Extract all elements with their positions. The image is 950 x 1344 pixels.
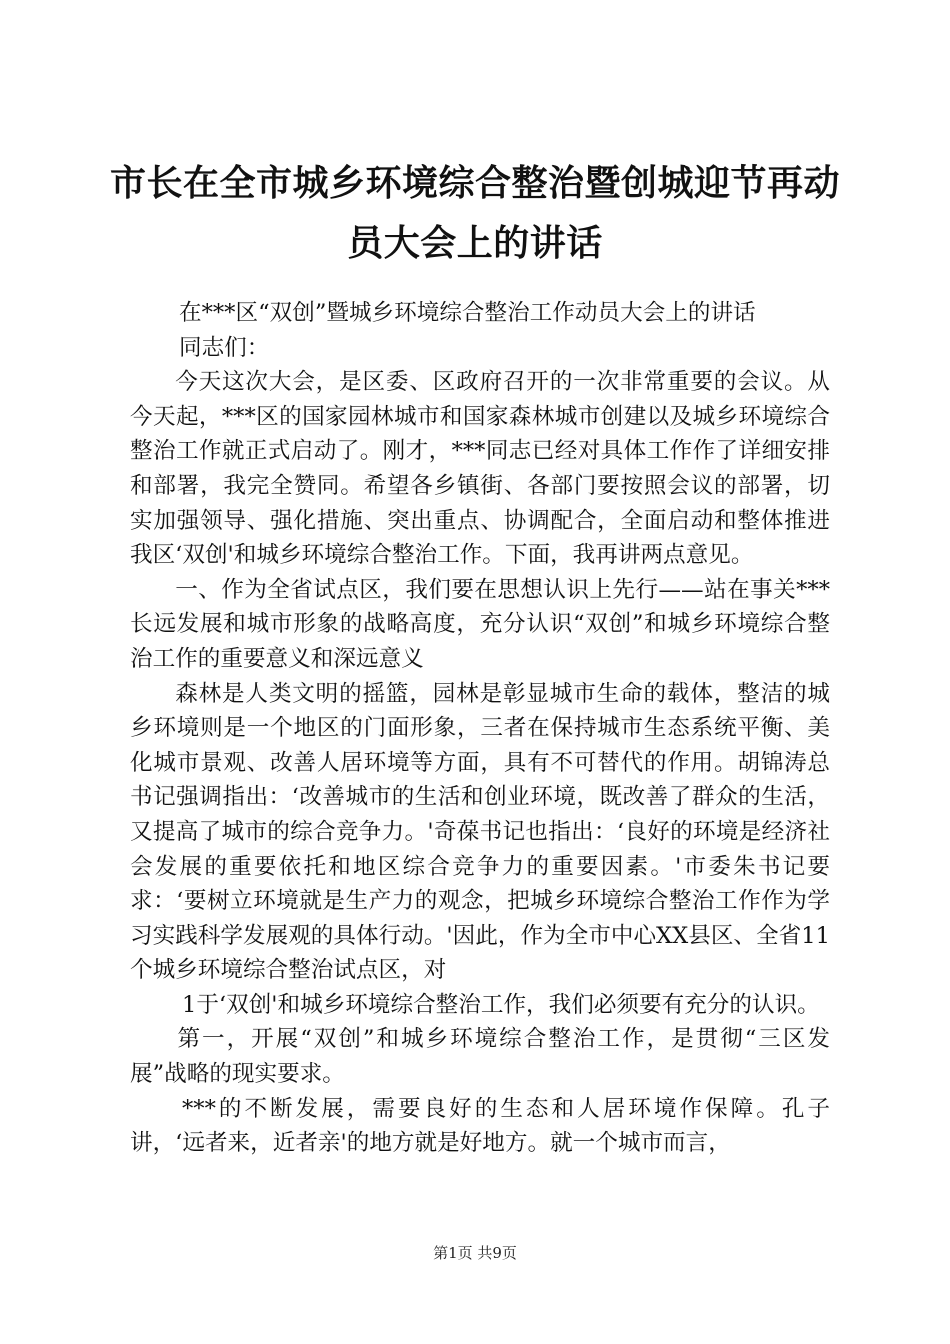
body-paragraph: ***的不断发展，需要良好的生态和人居环境作保障。孔子讲，‘远者来，近者亲'的地方就是好地方。就一个城市而言， <box>130 1095 830 1157</box>
page-number-footer: 第1页 共9页 <box>433 1244 517 1262</box>
body-paragraph: 今天这次大会，是区委、区政府召开的一次非常重要的会议。从今天起，***区的国家园林城市和国家森林城市创建以及城乡环境综合整治工作就正式启动了。刚才，***同志已经对具体工作作了详细安排和部署，我完全赞同。希望各乡镇街、各部门要按照会议的部署，切实加强领导、强化措施、突出重点、协调配合，全面启动和整体推进我区‘双创'和城乡环境综合整治工作。下面，我再讲两点意见。 <box>130 369 830 569</box>
body-paragraph: 第一，开展“双创”和城乡环境综合整治工作，是贯彻“三区发展”战略的现实要求。 <box>130 1026 830 1088</box>
document-title-line-2: 员大会上的讲话 <box>347 222 603 264</box>
section-heading: 一、作为全省试点区，我们要在思想认识上先行——站在事关***长远发展和城市形象的战略高度，充分认识“双创”和城乡环境综合整治工作的重要意义和深远意义 <box>130 576 830 672</box>
document-body <box>130 296 830 1161</box>
salutation: 同志们： <box>179 334 270 361</box>
body-paragraph: 1于‘双创'和城乡环境综合整治工作，我们必须要有充分的认识。 <box>181 991 820 1018</box>
subtitle-paragraph: 在***区“双创”暨城乡环境综合整治工作动员大会上的讲话 <box>179 300 756 326</box>
body-paragraph: 森林是人类文明的摇篮，园林是彰显城市生命的载体，整洁的城乡环境则是一个地区的门面形象，三者在保持城市生态系统平衡、美化城市景观、改善人居环境等方面，具有不可替代的作用。胡锦涛总书记强调指出：‘改善城市的生活和创业环境，既改善了群众的生活，又提高了城市的综合竞争力。'奇葆书记也指出：‘良好的环境是经济社会发展的重要依托和地区综合竞争力的重要因素。'市委朱书记要求：‘要树立环境就是生产力的观念，把城乡环境综合整治工作作为学习实践科学发展观的具体行动。'因此，作为全市中心XX县区、全省11个城乡环境综合整治试点区，对 <box>130 680 830 984</box>
document-title-line-1: 市长在全市城乡环境综合整治暨创城迎节再动 <box>109 162 840 204</box>
